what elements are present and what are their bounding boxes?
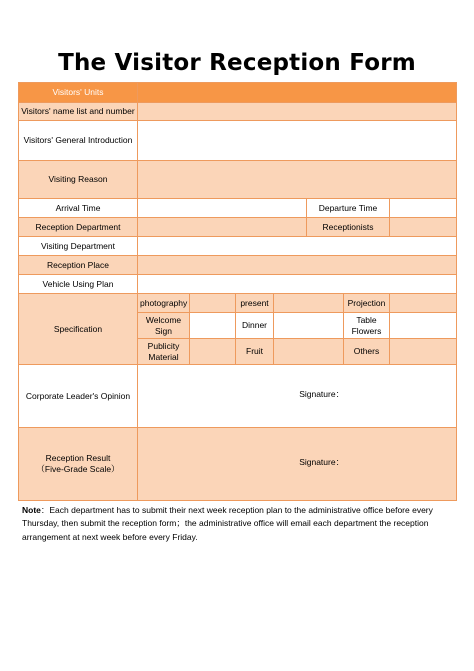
- visitors-units-label: Visitors' Units: [19, 83, 138, 103]
- spec-dinner-field[interactable]: [274, 313, 344, 339]
- arrival-time-label: Arrival Time: [19, 199, 138, 218]
- reception-place-label: Reception Place: [19, 256, 138, 275]
- leader-signature-label: Signature：: [299, 389, 345, 399]
- reception-result-label: Reception Result （Five-Grade Scale）: [19, 428, 138, 501]
- leader-opinion-label: Corporate Leader's Opinion: [19, 365, 138, 428]
- spec-others-field[interactable]: [390, 339, 457, 365]
- spec-publicity-label: Publicity Material: [138, 339, 190, 365]
- visiting-reason-field[interactable]: [138, 161, 457, 199]
- spec-photography-label: photography: [138, 294, 190, 313]
- reception-result-field[interactable]: [138, 428, 457, 501]
- receptionists-label: Receptionists: [307, 218, 390, 237]
- spec-projection-label: Projection: [344, 294, 390, 313]
- departure-time-field[interactable]: [390, 199, 457, 218]
- note-text: ：Each department has to submit their next week reception plan to the administrative office before every Thursday, then submit the reception form；the administrative office will email each department the reception arrangement at next week before every Friday.: [22, 505, 433, 542]
- result-signature-label: Signature：: [299, 457, 345, 467]
- visiting-department-field[interactable]: [138, 237, 457, 256]
- general-intro-field[interactable]: [138, 121, 457, 161]
- spec-welcome-sign-label: Welcome Sign: [138, 313, 190, 339]
- reception-department-label: Reception Department: [19, 218, 138, 237]
- spec-others-label: Others: [344, 339, 390, 365]
- spec-present-field[interactable]: [274, 294, 344, 313]
- reception-place-field[interactable]: [138, 256, 457, 275]
- vehicle-plan-field[interactable]: [138, 275, 457, 294]
- leader-opinion-field[interactable]: [138, 365, 457, 428]
- visitors-units-field[interactable]: [138, 83, 457, 103]
- spec-fruit-label: Fruit: [236, 339, 274, 365]
- spec-fruit-field[interactable]: [274, 339, 344, 365]
- reception-department-field[interactable]: [138, 218, 307, 237]
- specification-label: Specification: [19, 294, 138, 365]
- general-intro-label: Visitors' General Introduction: [19, 121, 138, 161]
- note-label: Note: [22, 505, 41, 515]
- visiting-reason-label: Visiting Reason: [19, 161, 138, 199]
- spec-table-flowers-field[interactable]: [390, 313, 457, 339]
- spec-photography-field[interactable]: [190, 294, 236, 313]
- visitor-reception-form: [18, 82, 457, 501]
- spec-table-flowers-label: Table Flowers: [344, 313, 390, 339]
- spec-publicity-field[interactable]: [190, 339, 236, 365]
- note-paragraph: [22, 504, 456, 544]
- visitors-names-label: Visitors' name list and number: [19, 103, 138, 121]
- spec-dinner-label: Dinner: [236, 313, 274, 339]
- visiting-department-label: Visiting Department: [19, 237, 138, 256]
- spec-welcome-sign-field[interactable]: [190, 313, 236, 339]
- spec-present-label: present: [236, 294, 274, 313]
- spec-projection-field[interactable]: [390, 294, 457, 313]
- vehicle-plan-label: Vehicle Using Plan: [19, 275, 138, 294]
- page-title: The Visitor Reception Form: [58, 50, 416, 76]
- visitors-names-field[interactable]: [138, 103, 457, 121]
- departure-time-label: Departure Time: [307, 199, 390, 218]
- receptionists-field[interactable]: [390, 218, 457, 237]
- arrival-time-field[interactable]: [138, 199, 307, 218]
